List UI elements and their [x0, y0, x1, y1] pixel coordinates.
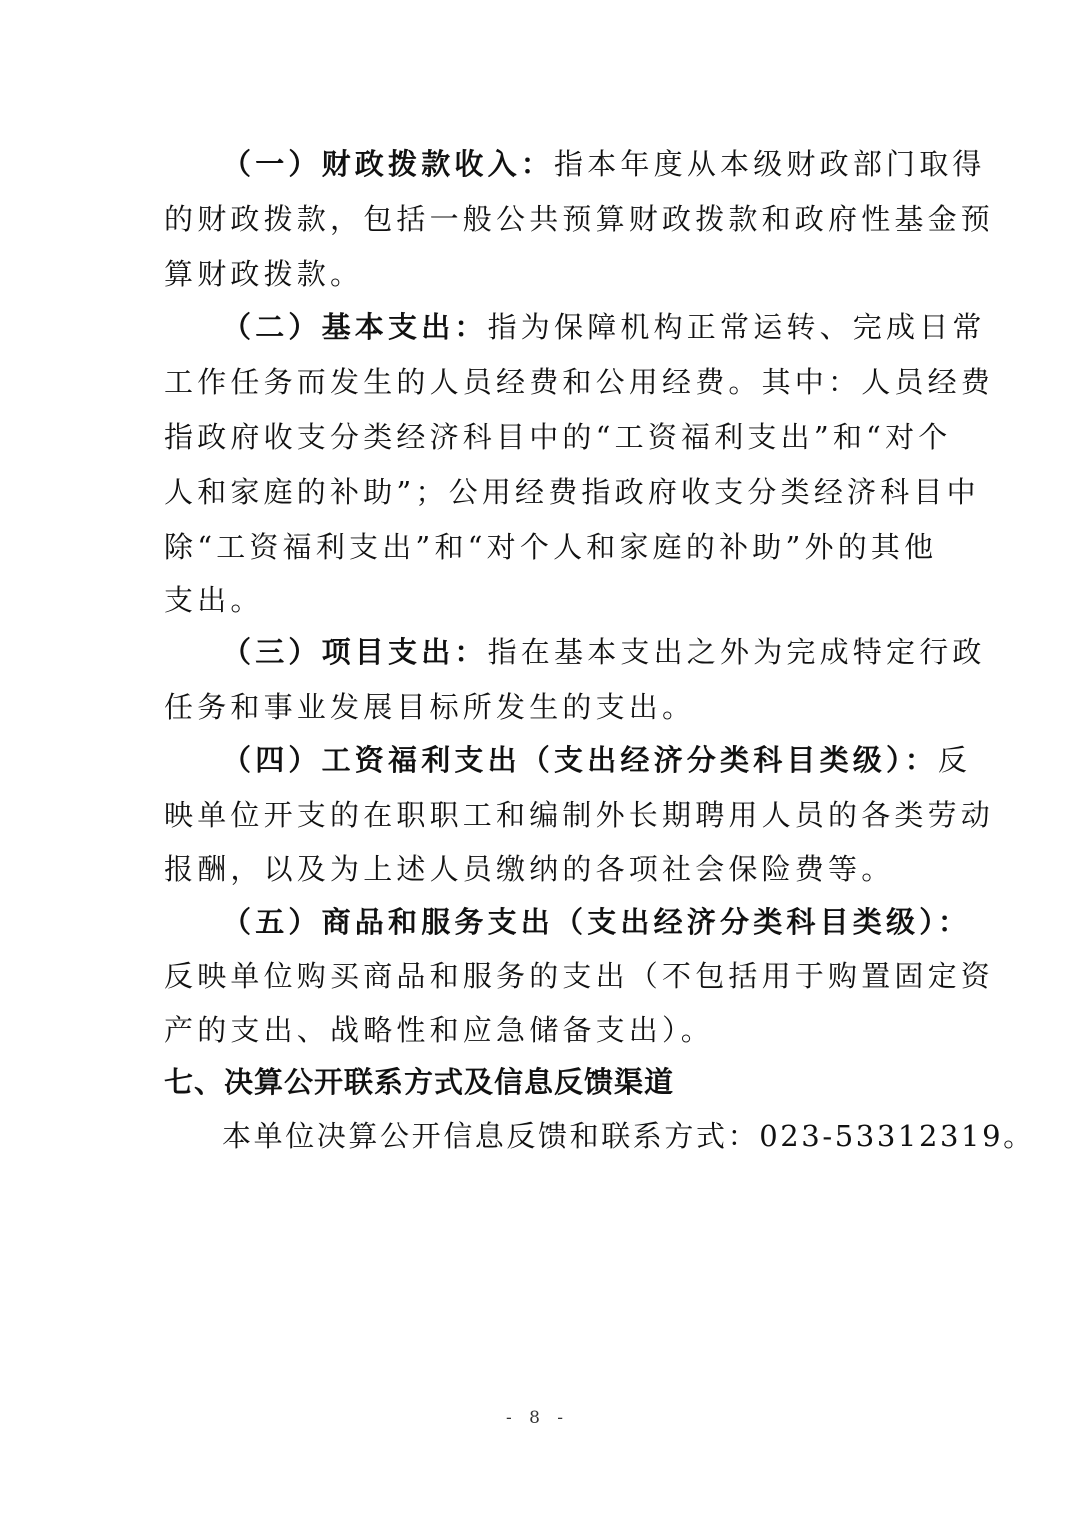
- paragraph-item-2-line-6: 支出。: [164, 583, 264, 617]
- term-label: （四）工资福利支出（支出经济分类科目类级）：: [222, 743, 938, 777]
- term-label: （二）基本支出：: [222, 310, 488, 344]
- paragraph-item-5-line-2: 反映单位购买商品和服务的支出（不包括用于购置固定资: [164, 959, 995, 993]
- paragraph-item-5-line-3: 产的支出、战略性和应急储备支出）。: [164, 1013, 714, 1047]
- paragraph-text: 指为保障机构正常运转、完成日常: [487, 310, 986, 344]
- paragraph-item-4-line-1: [222, 740, 972, 780]
- paragraph-item-5-line-1: [222, 902, 972, 942]
- paragraph-item-2-line-3: 指政府收支分类经济科目中的“工资福利支出”和“对个: [164, 420, 952, 454]
- paragraph-item-2-line-2: 工作任务而发生的人员经费和公用经费。其中：人员经费: [164, 365, 995, 399]
- paragraph-item-4-line-3: 报酬，以及为上述人员缴纳的各项社会保险费等。: [164, 852, 895, 886]
- paragraph-text: 反: [937, 743, 972, 777]
- paragraph-text: 指本年度从本级财政部门取得: [554, 147, 986, 181]
- paragraph-item-4-line-2: 映单位开支的在职职工和编制外长期聘用人员的各类劳动: [164, 798, 995, 832]
- term-label: （一）财政拨款收入：: [222, 147, 555, 181]
- term-label: （三）项目支出：: [222, 635, 488, 669]
- paragraph-item-1-line-1: [222, 144, 986, 184]
- contact-info: 本单位决算公开信息反馈和联系方式：023-53312319。: [222, 1119, 1035, 1153]
- paragraph-text: 指在基本支出之外为完成特定行政: [487, 635, 986, 669]
- paragraph-item-2-line-1: [222, 307, 986, 347]
- paragraph-item-3-line-2: 任务和事业发展目标所发生的支出。: [164, 690, 696, 724]
- paragraph-item-2-line-5: 除“工资福利支出”和“对个人和家庭的补助”外的其他: [164, 530, 938, 564]
- paragraph-item-1-line-2: 的财政拨款，包括一般公共预算财政拨款和政府性基金预: [164, 202, 995, 236]
- term-label: （五）商品和服务支出（支出经济分类科目类级）：: [222, 905, 972, 939]
- paragraph-item-1-line-3: 算财政拨款。: [164, 257, 364, 291]
- section-heading: 七、决算公开联系方式及信息反馈渠道: [164, 1065, 675, 1099]
- paragraph-item-3-line-1: [222, 632, 986, 672]
- paragraph-item-2-line-4: 人和家庭的补助”；公用经费指政府收支分类经济科目中: [164, 475, 980, 509]
- page-number: - 8 -: [505, 1408, 570, 1428]
